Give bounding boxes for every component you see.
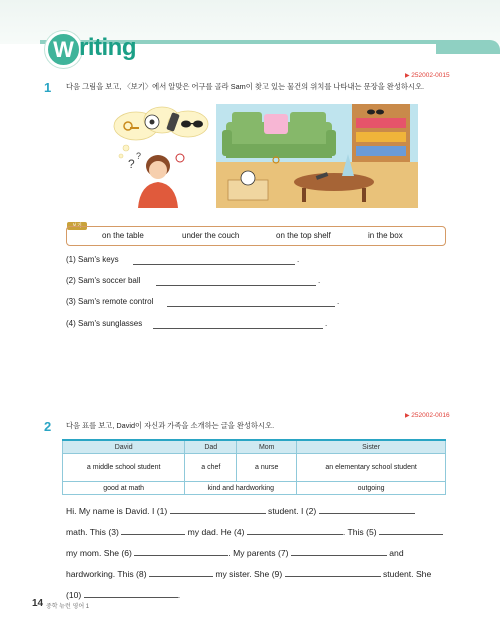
q1-item-1: (1) Sam's keys — [66, 255, 119, 264]
q1-answer-2[interactable] — [156, 285, 316, 286]
para-text: and — [389, 548, 404, 558]
table-header: Sister — [297, 440, 446, 454]
answer-blank-3[interactable] — [121, 525, 185, 535]
table-cell: kind and hardworking — [185, 482, 297, 495]
table-cell: an elementary school student — [297, 454, 446, 482]
answer-blank-1[interactable] — [170, 504, 266, 514]
table-cell: outgoing — [297, 482, 446, 495]
thought-cloud — [114, 107, 208, 158]
room-illustration — [66, 104, 418, 208]
answer-blank-10[interactable] — [84, 588, 181, 600]
q1-item-3: (3) Sam's remote control — [66, 297, 154, 306]
table-cell: a middle school student — [63, 454, 185, 482]
para-text: my sister. She (9) — [215, 569, 283, 579]
q1-code: ▶ 252002-0015 — [405, 72, 450, 79]
answer-blank-2[interactable] — [319, 504, 415, 514]
para-line-5 — [66, 588, 180, 600]
para-text: (10) — [66, 590, 82, 600]
para-text: hardworking. This (8) — [66, 569, 147, 579]
q2-instruction: 다음 표를 보고, David이 자신과 가족을 소개하는 글을 완성하시오. — [66, 421, 275, 430]
q1-item-4: (4) Sam's sunglasses — [66, 319, 143, 328]
q1-answer-4[interactable] — [153, 328, 323, 329]
table-row — [63, 454, 446, 482]
section-title: riting — [79, 34, 136, 61]
q1-instruction: 다음 그림을 보고, 〈보기〉에서 알맞은 어구를 골라 Sam이 찾고 있는 물건의 위치를 나타내는 문장을 완성하시오. — [66, 82, 425, 91]
book-title: 중학 뉴런 영어 1 — [46, 604, 90, 610]
para-line-1 — [66, 504, 415, 516]
para-line-3 — [66, 546, 404, 558]
svg-text:?: ? — [136, 151, 142, 161]
para-text: student. I (2) — [268, 506, 317, 516]
table-cell: good at math — [63, 482, 185, 495]
family-table — [62, 439, 446, 495]
para-text: student. She — [382, 569, 432, 579]
table-cell: a chef — [185, 454, 237, 482]
page-number: 14 — [32, 598, 44, 609]
table-header: Dad — [185, 440, 237, 454]
para-text: my mom. She (6) — [66, 548, 132, 558]
q1-answer-3[interactable] — [167, 306, 335, 307]
q2-code: ▶ 252002-0016 — [405, 412, 450, 419]
word-option-4: in the box — [368, 231, 403, 240]
q1-item-2: (2) Sam's soccer ball — [66, 276, 141, 285]
para-line-4 — [66, 567, 431, 579]
para-text: . — [177, 590, 181, 600]
answer-blank-9[interactable] — [285, 567, 381, 577]
svg-text:?: ? — [128, 157, 135, 171]
boy-figure — [128, 151, 184, 208]
para-text: Hi. My name is David. I (1) — [66, 506, 168, 516]
table-cell: a nurse — [237, 454, 297, 482]
table-header: David — [63, 440, 185, 454]
para-text: math. This (3) — [66, 527, 119, 537]
word-option-2: under the couch — [182, 231, 240, 240]
title-initial: W — [53, 36, 74, 62]
answer-blank-5[interactable] — [379, 525, 443, 535]
table-header: Mom — [237, 440, 297, 454]
para-text: . This (5) — [342, 527, 377, 537]
answer-blank-4[interactable] — [247, 525, 343, 535]
word-option-3: on the top shelf — [276, 231, 331, 240]
living-room — [216, 104, 418, 208]
para-line-2 — [66, 525, 443, 537]
q1-answer-1[interactable] — [133, 264, 295, 265]
para-text: . My parents (7) — [228, 548, 289, 558]
para-text: my dad. He (4) — [187, 527, 245, 537]
example-box-label: 보기 — [67, 222, 87, 230]
answer-blank-6[interactable] — [134, 546, 228, 556]
q1-number: 1 — [44, 80, 52, 95]
answer-blank-7[interactable] — [291, 546, 387, 556]
writing-badge — [45, 31, 82, 68]
q2-number: 2 — [44, 419, 52, 434]
answer-blank-8[interactable] — [149, 567, 213, 577]
word-option-1: on the table — [102, 231, 144, 240]
table-row — [63, 482, 446, 495]
table-header-row — [63, 440, 446, 454]
